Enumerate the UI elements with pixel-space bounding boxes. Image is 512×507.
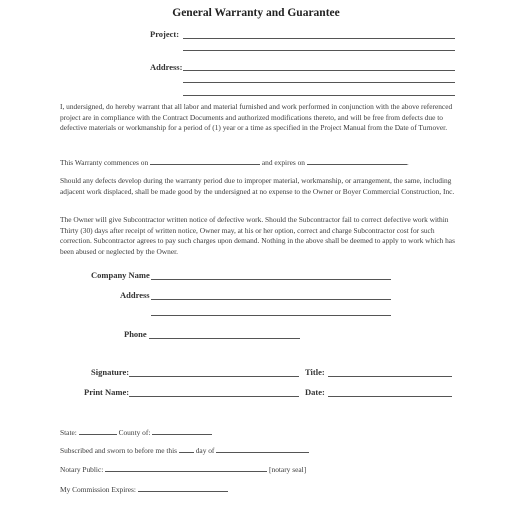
phone-line[interactable] — [149, 338, 300, 339]
document-title: General Warranty and Guarantee — [172, 7, 340, 19]
phone-label: Phone — [124, 329, 147, 339]
company-name-label: Company Name — [91, 270, 150, 280]
subscribed-day-field[interactable] — [179, 445, 194, 453]
commences-prefix: This Warranty commences on — [60, 158, 149, 167]
notary-row — [60, 464, 306, 474]
company-address-line-2[interactable] — [151, 315, 391, 316]
date-label: Date: — [305, 387, 325, 397]
state-county-row — [60, 427, 212, 437]
state-field[interactable] — [79, 427, 117, 435]
company-address-label: Address — [120, 290, 150, 300]
subscribed-row — [60, 445, 309, 455]
state-label: State: — [60, 428, 77, 437]
project-line-2[interactable] — [183, 50, 455, 51]
commences-line — [60, 157, 409, 169]
project-label: Project: — [150, 29, 180, 39]
print-name-label: Print Name: — [84, 387, 130, 397]
county-field[interactable] — [152, 427, 212, 435]
commences-mid: and expires on — [261, 158, 305, 167]
company-address-line-1[interactable] — [151, 299, 391, 300]
signature-label: Signature: — [91, 367, 130, 377]
subscribed-day-label: day of — [195, 446, 215, 455]
address-label: Address: — [150, 62, 183, 72]
address-line-1[interactable] — [183, 70, 455, 71]
address-line-3[interactable] — [183, 95, 455, 96]
subscribed-month-field[interactable] — [216, 445, 309, 453]
company-name-line[interactable] — [151, 279, 391, 280]
notice-paragraph: The Owner will give Subcontractor written notice of defective work. Should the Subcontractor fail to correct defective work within Thirty (30) days after receipt of written notice, Owner may, at his or her option, correct and charge Subcontractor cost for such correction. Subcontractor agrees to pay such charges upon demand. Nothing in the above shall be deemed to apply to work which has been abused or neglected by the Owner. — [60, 215, 455, 256]
title-label: Title: — [305, 367, 325, 377]
expire-date-field[interactable] — [307, 157, 407, 165]
notary-seal-label: [notary seal] — [269, 465, 307, 474]
title-line[interactable] — [328, 376, 452, 377]
address-line-2[interactable] — [183, 82, 455, 83]
subscribed-prefix: Subscribed and sworn to before me this — [60, 446, 177, 455]
county-label: County of: — [118, 428, 151, 437]
notary-label: Notary Public: — [60, 465, 104, 474]
print-name-line[interactable] — [129, 396, 299, 397]
date-line[interactable] — [328, 396, 452, 397]
signature-line[interactable] — [129, 376, 299, 377]
commence-date-field[interactable] — [150, 157, 260, 165]
commences-end: . — [406, 158, 409, 167]
defects-paragraph: Should any defects develop during the warranty period due to improper material, workmanship, or arrangement, the same, including adjacent work displaced, shall be made good by the undersigned at no expense to the Owner or Boyer Commercial Construction, Inc. — [60, 176, 455, 196]
commission-label: My Commission Expires: — [60, 485, 136, 494]
commission-row — [60, 484, 228, 494]
commission-field[interactable] — [138, 484, 228, 492]
warranty-paragraph: I, undersigned, do hereby warrant that all labor and material furnished and work performed in conjunction with the above referenced project are in compliance with the Contract Documents and authorized modifications thereto, and will be free from defects due to defective materials or workmanship for a period of (1) year or a time as specified in the Project Manual from the Date of Turnover. — [60, 102, 453, 133]
project-line-1[interactable] — [183, 38, 455, 39]
notary-field[interactable] — [105, 464, 267, 472]
